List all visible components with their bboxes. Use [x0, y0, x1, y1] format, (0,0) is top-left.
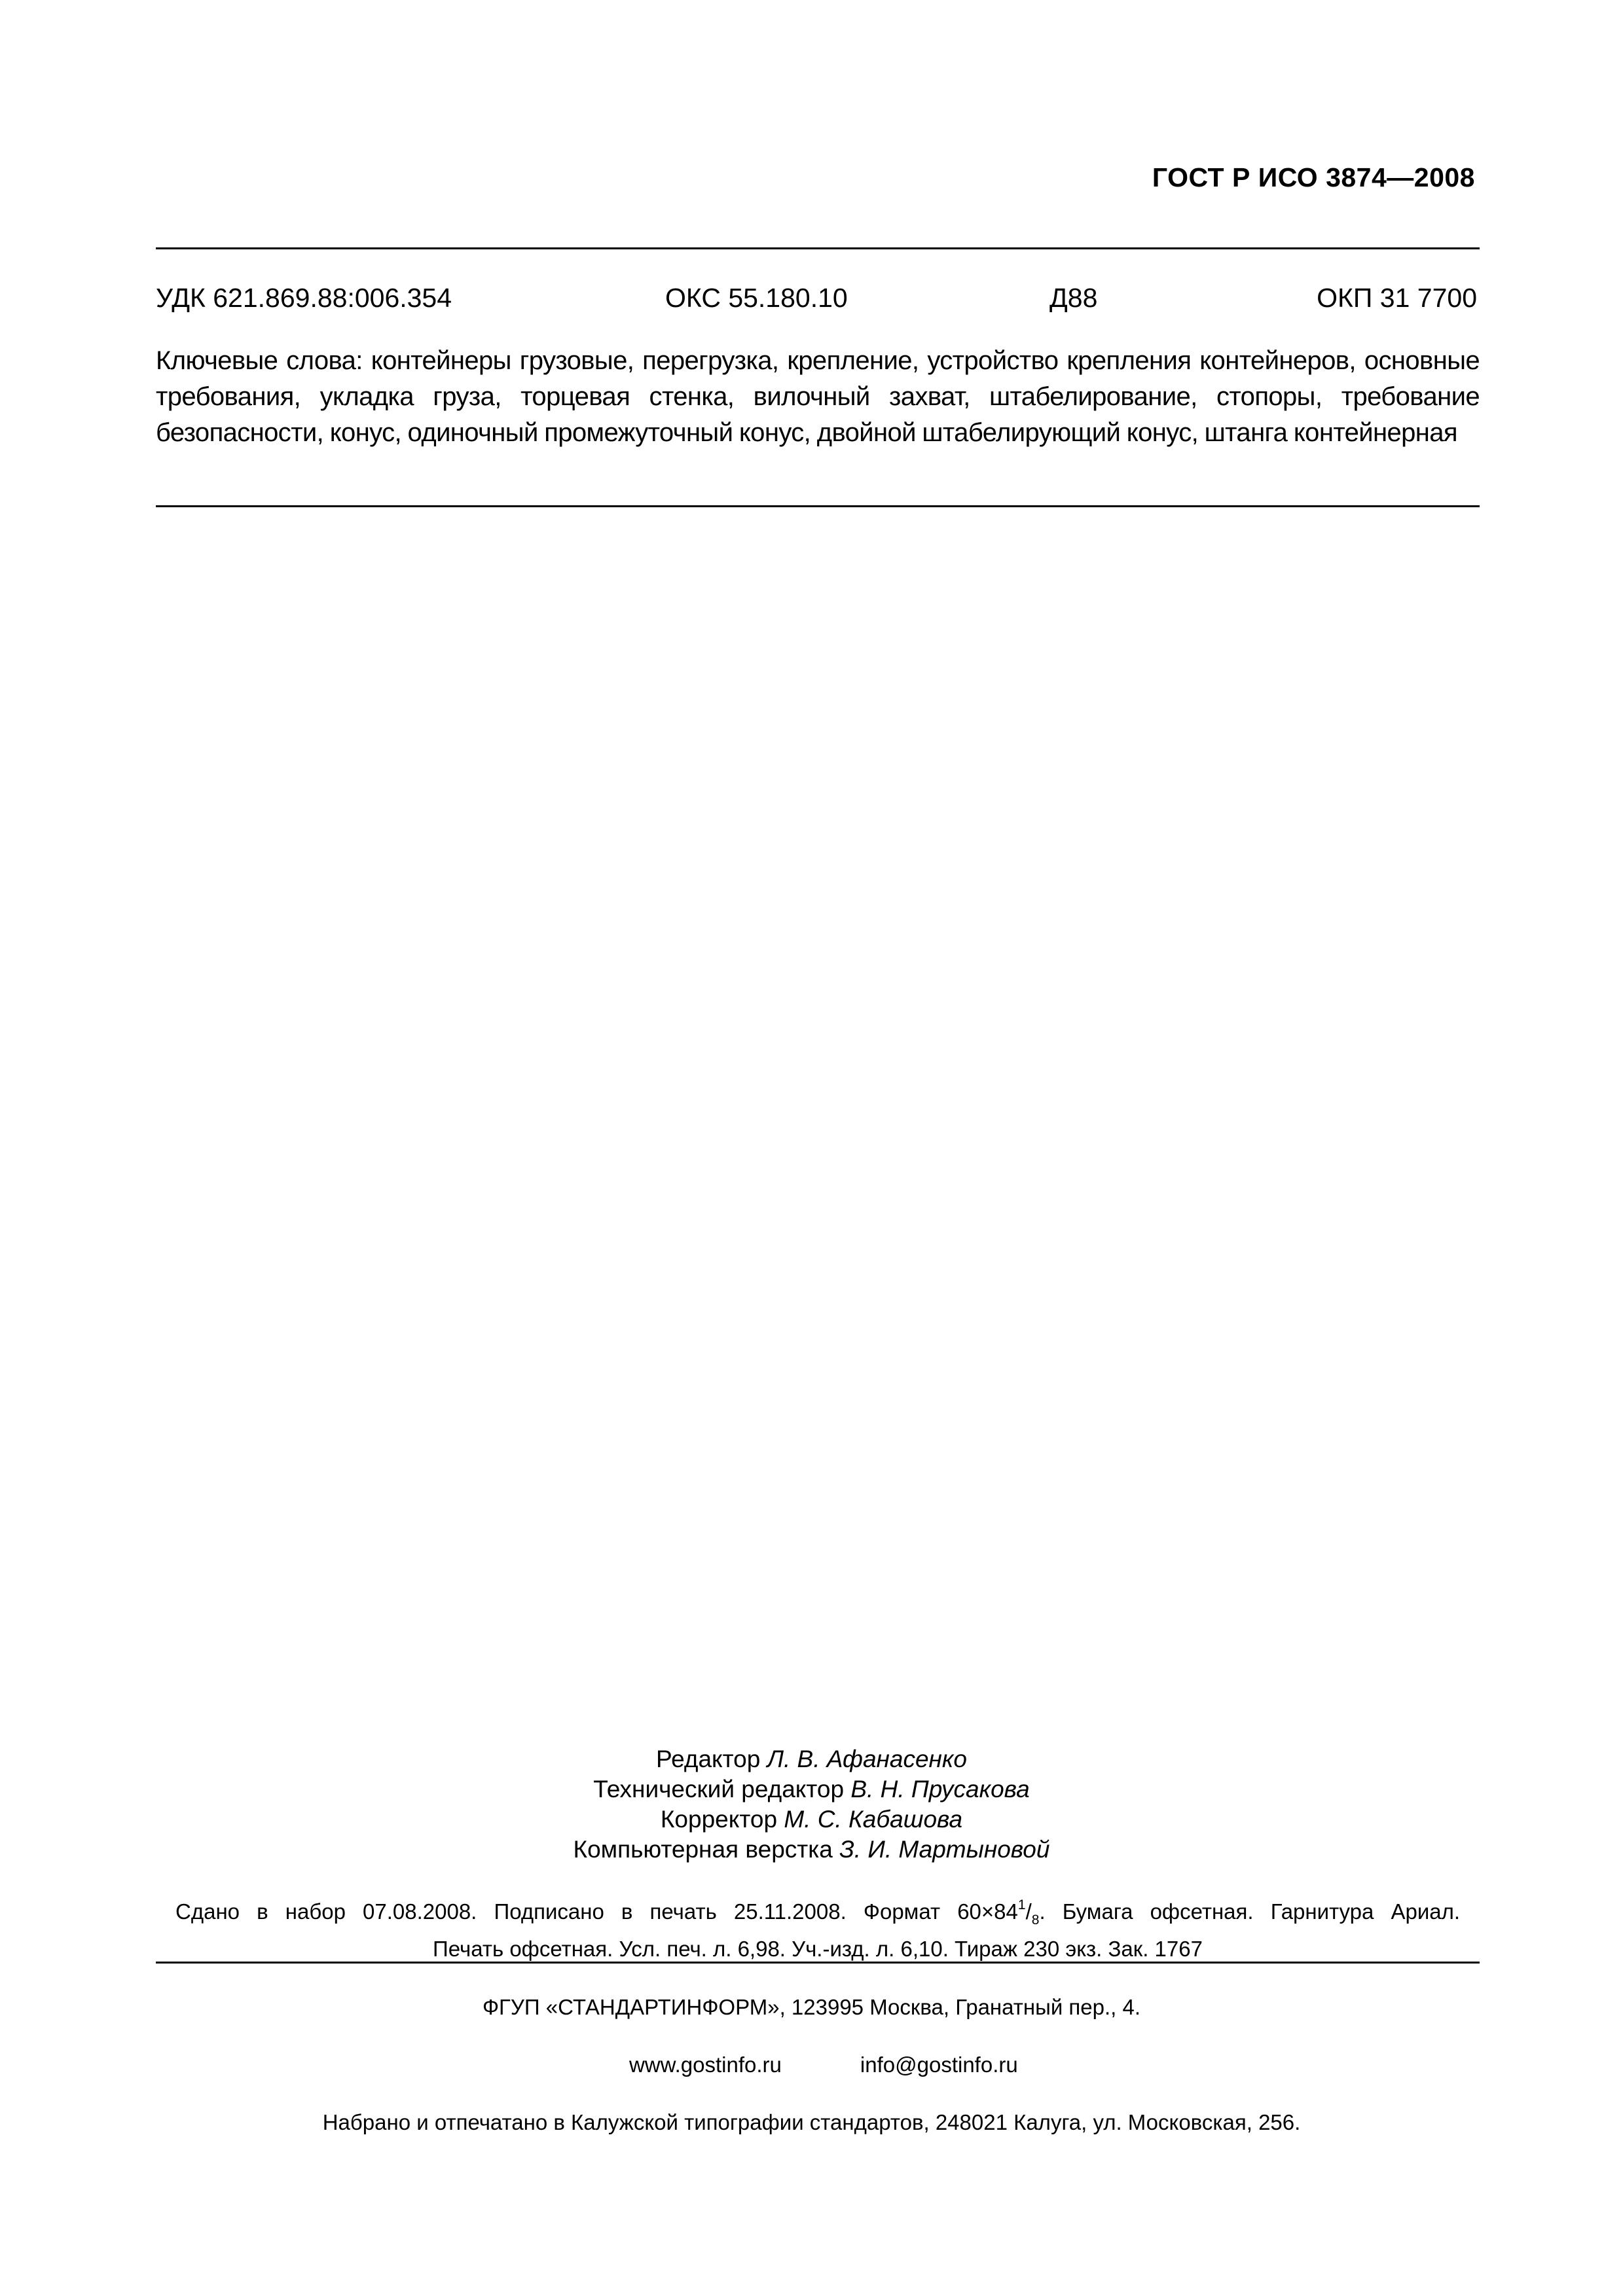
typeface-info: Гарнитура Ариал.: [1270, 1899, 1461, 1924]
oks-code: ОКС 55.180.10: [665, 283, 848, 313]
group-code: Д88: [1049, 283, 1098, 313]
keywords-paragraph: Ключевые слова: контейнеры грузовые, перегрузка, крепление, устройство крепления контейнеров, основные требования, укладка груза, торцевая стенка, вилочный захват, штабелирование, стопоры, требование безопасности, конус, одиночный промежуточный конус, двойной штабелирующий конус, штанга контейнерная: [156, 346, 1480, 447]
paper-info: Бумага офсетная.: [1062, 1899, 1254, 1924]
credit-name: З. И. Мартыновой: [839, 1836, 1050, 1863]
udk-code: УДК 621.869.88:006.354: [156, 283, 452, 313]
print-info-line2: Печать офсетная. Усл. печ. л. 6,98. Уч.-изд. л. 6,10. Тираж 230 экз. Зак. 1767: [433, 1937, 1203, 1961]
credit-label: Редактор: [656, 1746, 761, 1772]
print-info-block: [156, 1891, 1480, 1964]
credit-name: В. Н. Прусакова: [850, 1776, 1030, 1803]
publisher-contacts: [0, 2022, 1623, 2108]
publisher-block: [0, 1993, 1623, 2137]
credits-block: [0, 1744, 1623, 1865]
credit-tech-editor: [0, 1774, 1623, 1804]
credit-editor: [0, 1744, 1623, 1774]
credit-layout: [0, 1835, 1623, 1865]
credit-label: Корректор: [660, 1806, 778, 1833]
credit-corrector: [0, 1804, 1623, 1835]
submitted-date: Сдано в набор 07.08.2008.: [175, 1899, 477, 1924]
okp-code: ОКП 31 7700: [1317, 283, 1477, 313]
credit-name: М. С. Кабашова: [784, 1806, 963, 1833]
credit-label: Компьютерная верстка: [573, 1836, 833, 1863]
document-code: ГОСТ Р ИСО 3874—2008: [1152, 162, 1475, 192]
website-link[interactable]: www.gostinfo.ru: [629, 2053, 782, 2077]
print-info-line1: [156, 1891, 1480, 1935]
publisher-address: ФГУП «СТАНДАРТИНФОРМ», 123995 Москва, Гранатный пер., 4.: [482, 1995, 1141, 2019]
printing-house: Набрано и отпечатано в Калужской типографии стандартов, 248021 Калуга, ул. Московская, 256.: [322, 2110, 1301, 2134]
signed-date: Подписано в печать 25.11.2008.: [494, 1899, 847, 1924]
format-info: Формат $60\times 84^1/_8$.: [863, 1897, 1046, 1928]
top-divider: [156, 247, 1480, 249]
print-info-divider: [156, 1962, 1480, 1964]
email-link[interactable]: info@gostinfo.ru: [860, 2053, 1018, 2077]
keywords-divider: [156, 505, 1480, 507]
classification-row: [156, 283, 1480, 322]
credit-name: Л. В. Афанасенко: [767, 1746, 967, 1772]
credit-label: Технический редактор: [593, 1776, 845, 1803]
